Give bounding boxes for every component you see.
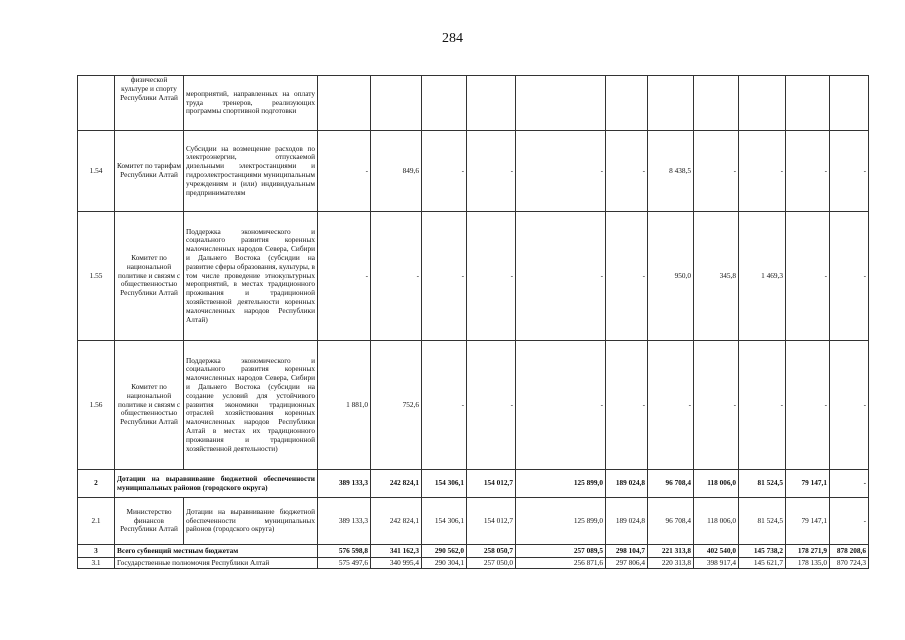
row-description: Государственные полномочия Республики Алтай	[115, 558, 318, 569]
value-cell	[467, 76, 516, 131]
value-cell: 340 995,4	[371, 558, 422, 569]
value-cell: 290 304,1	[422, 558, 467, 569]
value-cell: 576 598,8	[318, 545, 371, 558]
value-cell: 1 469,3	[739, 212, 786, 341]
value-cell: 81 524,5	[739, 498, 786, 545]
value-cell: -	[830, 131, 869, 212]
table-row	[78, 212, 869, 341]
value-cell: -	[606, 341, 648, 470]
value-cell: 154 012,7	[467, 470, 516, 498]
table-row	[78, 76, 869, 131]
row-description: Дотации на выравнивание бюджетной обеспеченности муниципальных районов (городского округа)	[115, 470, 318, 498]
value-cell: 389 133,3	[318, 498, 371, 545]
value-cell: 402 540,0	[694, 545, 739, 558]
value-cell: 96 708,4	[648, 498, 694, 545]
row-index: 3	[78, 545, 115, 558]
section-row	[78, 470, 869, 498]
row-index	[78, 76, 115, 131]
value-cell: 257 089,5	[516, 545, 606, 558]
value-cell: 298 104,7	[606, 545, 648, 558]
value-cell: -	[467, 131, 516, 212]
value-cell: 256 871,6	[516, 558, 606, 569]
value-cell: -	[830, 341, 869, 470]
value-cell: 178 135,0	[786, 558, 830, 569]
value-cell: -	[606, 212, 648, 341]
value-cell: 220 313,8	[648, 558, 694, 569]
value-cell: 950,0	[648, 212, 694, 341]
value-cell: -	[371, 212, 422, 341]
value-cell: 389 133,3	[318, 470, 371, 498]
value-cell: 870 724,3	[830, 558, 869, 569]
row-organization: Комитет по национальной политике и связям с общественностью Республики Алтай	[115, 212, 184, 341]
row-description: мероприятий, направленных на оплату труда тренеров, реализующих программы спортивной подготовки	[184, 76, 318, 131]
value-cell: 154 306,1	[422, 470, 467, 498]
value-cell: -	[786, 212, 830, 341]
value-cell: -	[606, 131, 648, 212]
value-cell: -	[739, 341, 786, 470]
row-index: 2	[78, 470, 115, 498]
value-cell: -	[422, 212, 467, 341]
value-cell: 96 708,4	[648, 470, 694, 498]
value-cell: -	[739, 131, 786, 212]
row-description: Дотации на выравнивание бюджетной обеспеченности муниципальных районов (городского округа)	[184, 498, 318, 545]
value-cell: 118 006,0	[694, 498, 739, 545]
value-cell: 345,8	[694, 212, 739, 341]
value-cell	[516, 76, 606, 131]
value-cell: 189 024,8	[606, 498, 648, 545]
page-number: 284	[442, 31, 463, 46]
value-cell: 257 050,0	[467, 558, 516, 569]
value-cell: 81 524,5	[739, 470, 786, 498]
value-cell	[694, 76, 739, 131]
value-cell: 297 806,4	[606, 558, 648, 569]
value-cell	[371, 76, 422, 131]
value-cell: -	[786, 341, 830, 470]
value-cell: -	[786, 131, 830, 212]
value-cell	[648, 76, 694, 131]
row-index: 2.1	[78, 498, 115, 545]
value-cell: 398 917,4	[694, 558, 739, 569]
value-cell: 189 024,8	[606, 470, 648, 498]
value-cell	[318, 76, 371, 131]
value-cell	[830, 76, 869, 131]
table-row	[78, 131, 869, 212]
value-cell: 125 899,0	[516, 498, 606, 545]
value-cell: 154 306,1	[422, 498, 467, 545]
value-cell: 575 497,6	[318, 558, 371, 569]
row-index: 3.1	[78, 558, 115, 569]
value-cell: 145 738,2	[739, 545, 786, 558]
row-organization: Комитет по тарифам Республики Алтай	[115, 131, 184, 212]
row-organization: Министерство финансов Республики Алтай	[115, 498, 184, 545]
value-cell: 290 562,0	[422, 545, 467, 558]
value-cell	[739, 76, 786, 131]
value-cell: -	[830, 212, 869, 341]
value-cell: 118 006,0	[694, 470, 739, 498]
value-cell: -	[422, 131, 467, 212]
value-cell	[786, 76, 830, 131]
value-cell: 8 438,5	[648, 131, 694, 212]
value-cell: -	[694, 131, 739, 212]
value-cell: 178 271,9	[786, 545, 830, 558]
value-cell: 242 824,1	[371, 498, 422, 545]
value-cell: 79 147,1	[786, 498, 830, 545]
value-cell: -	[318, 212, 371, 341]
value-cell: -	[422, 341, 467, 470]
value-cell: 878 208,6	[830, 545, 869, 558]
value-cell: -	[516, 131, 606, 212]
value-cell: 242 824,1	[371, 470, 422, 498]
value-cell	[422, 76, 467, 131]
value-cell: 1 881,0	[318, 341, 371, 470]
row-description: Поддержка экономического и социального развития коренных малочисленных народов Севера, Сибири и Дальнего Востока (субсидии на развитие сферы образования, культуры, в том числе проведение этнокультурных мероприятий, в местах традиционного проживания и традиционной хозяйственной деятельности коренных малочисленных народов Республики Алтай)	[184, 212, 318, 341]
value-cell: -	[830, 470, 869, 498]
table-row	[78, 558, 869, 569]
row-organization: Комитет по национальной политике и связям с общественностью Республики Алтай	[115, 341, 184, 470]
value-cell: 145 621,7	[739, 558, 786, 569]
row-description: Всего субвенций местным бюджетам	[115, 545, 318, 558]
value-cell: 258 050,7	[467, 545, 516, 558]
value-cell: 341 162,3	[371, 545, 422, 558]
row-index: 1.54	[78, 131, 115, 212]
value-cell	[606, 76, 648, 131]
row-index: 1.56	[78, 341, 115, 470]
row-description: Поддержка экономического и социального развития коренных малочисленных народов Севера, Сибири и Дальнего Востока (субсидии на создание условий для устойчивого развития экономики традиционных отраслей хозяйствования коренных малочисленных народов Республики Алтай в местах их традиционного проживания и традиционной хозяйственной деятельности)	[184, 341, 318, 470]
value-cell: -	[467, 212, 516, 341]
total-row	[78, 545, 869, 558]
row-index: 1.55	[78, 212, 115, 341]
value-cell: -	[648, 341, 694, 470]
value-cell: 849,6	[371, 131, 422, 212]
row-description: Субсидии на возмещение расходов по электроэнергии, отпускаемой дизельными электростанциями и гидроэлектростанциями муниципальным учреждениям и (или) индивидуальным предпринимателям	[184, 131, 318, 212]
value-cell: -	[318, 131, 371, 212]
value-cell: -	[467, 341, 516, 470]
value-cell: -	[830, 498, 869, 545]
table-row	[78, 341, 869, 470]
value-cell: 221 313,8	[648, 545, 694, 558]
value-cell: 154 012,7	[467, 498, 516, 545]
value-cell: -	[516, 341, 606, 470]
value-cell: 125 899,0	[516, 470, 606, 498]
table-row	[78, 498, 869, 545]
value-cell: -	[516, 212, 606, 341]
budget-table	[77, 75, 869, 569]
row-organization: физической культуре и спорту Республики Алтай	[115, 76, 184, 131]
value-cell: 79 147,1	[786, 470, 830, 498]
value-cell: 752,6	[371, 341, 422, 470]
value-cell: -	[694, 341, 739, 470]
